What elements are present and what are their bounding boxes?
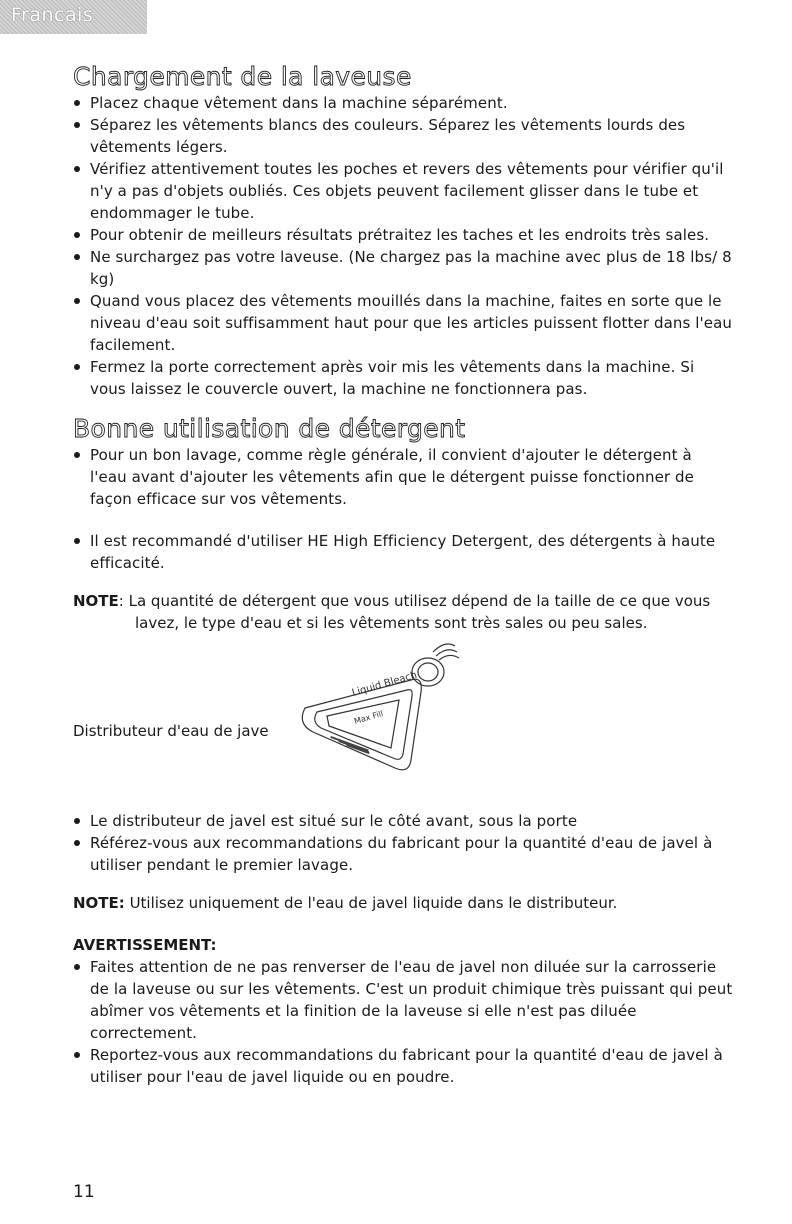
- section-title-detergent: Bonne utilisation de détergent: [73, 414, 466, 443]
- page-content: [73, 62, 733, 1088]
- note-text: : La quantité de détergent que vous utilisez dépend de la taille de ce que vous lavez, le type d'eau et si les vêtements sont très sales ou peu sales.: [118, 592, 711, 632]
- list-item: Le distributeur de javel est situé sur le côté avant, sous la porte: [73, 810, 733, 832]
- list-item: Séparez les vêtements blancs des couleurs. Séparez les vêtements lourds des vêtements légers.: [73, 114, 733, 158]
- page-number: 11: [73, 1182, 95, 1202]
- warning-list: [73, 956, 733, 1088]
- note-label: NOTE: [73, 592, 119, 610]
- list-item: Faites attention de ne pas renverser de l'eau de javel non diluée sur la carrosserie de la laveuse ou sur les vêtements. C'est un produit chimique très puissant qui peut abîmer vos vêtements et la finition de la laveuse si elle n'est pas diluée correctement.: [73, 956, 733, 1044]
- note-text: Utilisez uniquement de l'eau de javel liquide dans le distributeur.: [124, 894, 618, 912]
- bleach-dispenser-illustration: [283, 640, 463, 790]
- list-item: Pour un bon lavage, comme règle générale, il convient d'ajouter le détergent à l'eau avant d'ajouter les vêtements afin que le détergent puisse fonctionner de façon efficace sur vos vêtements.: [73, 444, 733, 510]
- list-item: Référez-vous aux recommandations du fabricant pour la quantité d'eau de javel à utiliser pendant le premier lavage.: [73, 832, 733, 876]
- language-tab: [0, 0, 147, 34]
- dispenser-text-top: Liquid Bleach: [350, 669, 419, 699]
- list-item: Reportez-vous aux recommandations du fabricant pour la quantité d'eau de javel à utiliser pour l'eau de javel liquide ou en poudre.: [73, 1044, 733, 1088]
- section-title-loading: Chargement de la laveuse: [73, 62, 412, 91]
- detergent-list: [73, 444, 733, 574]
- detergent-note: [73, 590, 733, 634]
- list-item: Pour obtenir de meilleurs résultats prétraitez les taches et les endroits très sales.: [73, 224, 733, 246]
- warning-title: AVERTISSEMENT:: [73, 936, 217, 954]
- bleach-list: [73, 810, 733, 876]
- list-item: Quand vous placez des vêtements mouillés dans la machine, faites en sorte que le niveau d'eau soit suffisamment haut pour que les articles puissent flotter dans l'eau facilement.: [73, 290, 733, 356]
- dispenser-text-mid: Max Fill: [353, 709, 385, 726]
- bleach-note: [73, 892, 733, 914]
- note-label: NOTE:: [73, 894, 125, 912]
- list-item: Ne surchargez pas votre laveuse. (Ne chargez pas la machine avec plus de 18 lbs/ 8 kg): [73, 246, 733, 290]
- list-item: Fermez la porte correctement après voir mis les vêtements dans la machine. Si vous laissez le couvercle ouvert, la machine ne fonctionnera pas.: [73, 356, 733, 400]
- loading-list: [73, 92, 733, 400]
- list-item: Vérifiez attentivement toutes les poches et revers des vêtements pour vérifier qu'il n'y a pas d'objets oubliés. Ces objets peuvent facilement glisser dans le tube et endommager le tube.: [73, 158, 733, 224]
- list-item: Il est recommandé d'utiliser HE High Efficiency Detergent, des détergents à haute efficacité.: [73, 530, 733, 574]
- language-tab-label: Francais: [11, 4, 94, 26]
- bleach-dispenser-figure: [73, 634, 733, 816]
- list-item: Placez chaque vêtement dans la machine séparément.: [73, 92, 733, 114]
- bleach-dispenser-label: Distributeur d'eau de jave: [73, 722, 269, 740]
